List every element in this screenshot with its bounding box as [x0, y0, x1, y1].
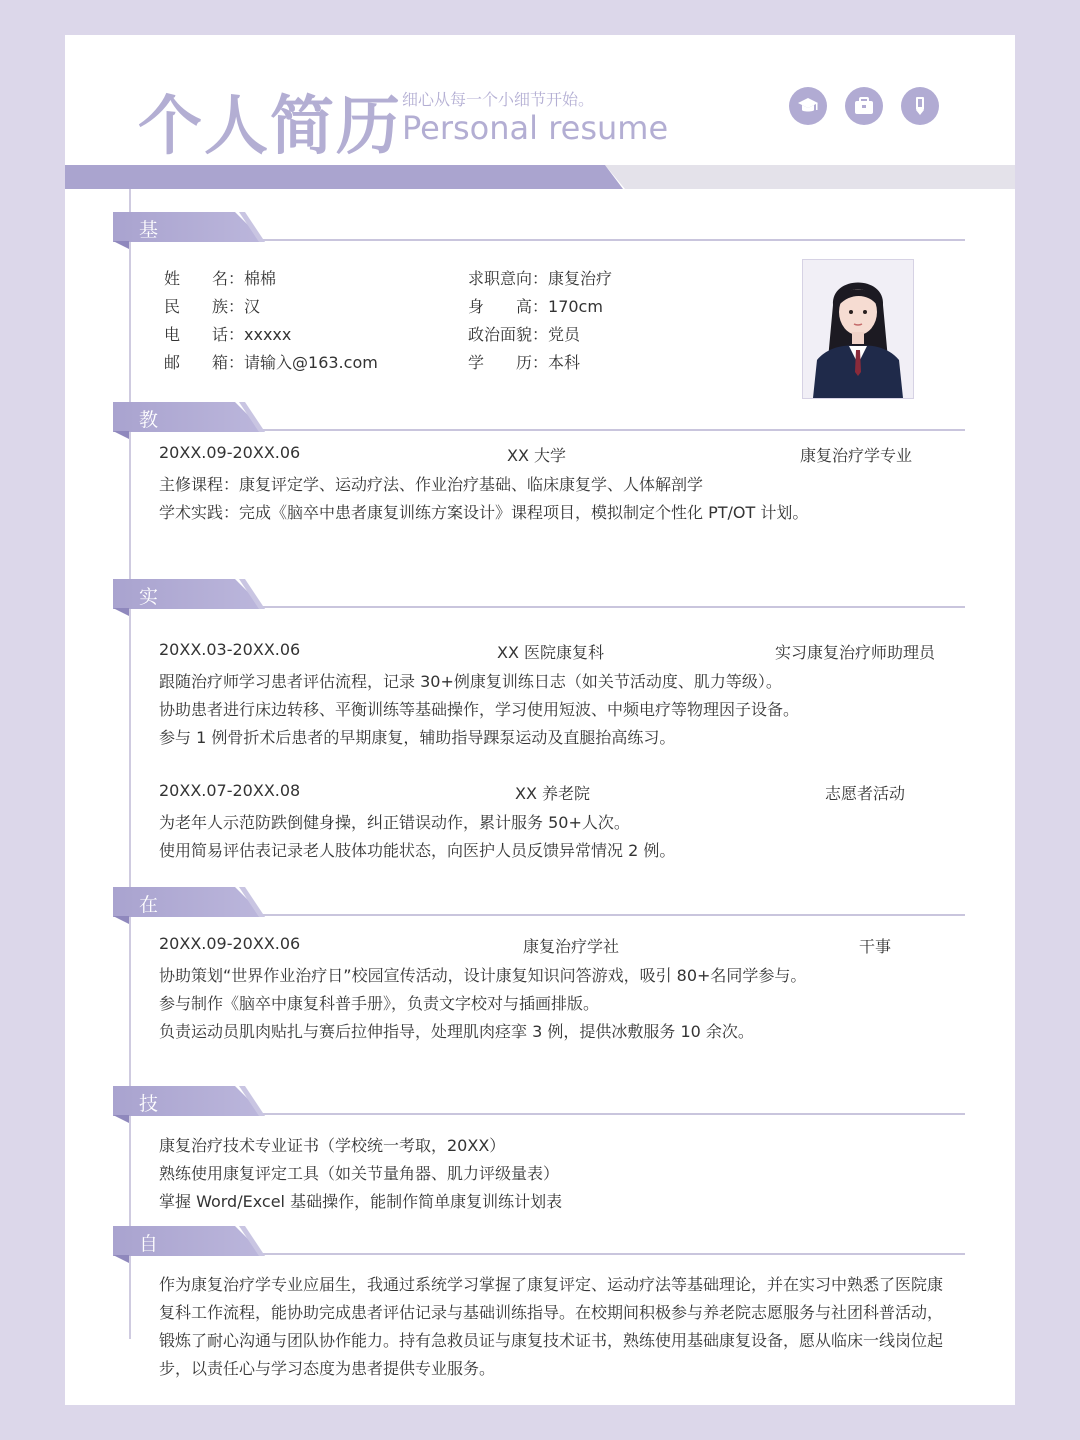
intern-line: 参与 1 例骨折术后患者的早期康复，辅助指导踝泵运动及直腿抬高练习。	[159, 728, 676, 747]
section-title: 实习经历	[139, 586, 159, 689]
resume-title-en: Personal resume	[402, 109, 669, 147]
intern-org: XX 医院康复科	[497, 643, 605, 662]
edu-practice: 学术实践：完成《脑卒中患者康复训练方案设计》课程项目，模拟制定个性化 PT/OT 计划。	[159, 503, 809, 522]
info-name: 姓 名：棉棉	[164, 269, 277, 288]
campus-line: 负责运动员肌肉贴扎与赛后拉伸指导，处理肌肉痉挛 3 例，提供冰敷服务 10 余次。	[159, 1022, 754, 1041]
intern-line: 协助患者进行床边转移、平衡训练等基础操作，学习使用短波、中频电疗等物理因子设备。	[159, 700, 800, 719]
intern-date: 20XX.03-20XX.06	[159, 640, 301, 659]
header-band	[65, 165, 1015, 189]
campus-role: 干事	[859, 937, 892, 956]
campus-line: 协助策划“世界作业治疗日”校园宣传活动，设计康复知识问答游戏，吸引 80+名同学参与。	[159, 966, 807, 985]
volunteer-org: XX 养老院	[515, 784, 591, 803]
section-title: 教育背景	[139, 409, 159, 512]
info-phone: 电 话：xxxxx	[164, 325, 292, 344]
info-height: 身 高：170cm	[468, 297, 603, 316]
info-political: 政治面貌：党员	[468, 325, 581, 344]
volunteer-line: 使用简易评估表记录老人肢体功能状态，向医护人员反馈异常情况 2 例。	[159, 841, 676, 860]
self-eval-text: 作为康复治疗学专业应届生，我通过系统学习掌握了康复评定、运动疗法等基础理论，并在实习中熟悉了医院康复科工作流程，能协助完成患者评估记录与基础训练指导。在校期间积极参与养老院志愿服务与社团科普活动，锻炼了耐心沟通与团队协作能力。持有急救员证与康复技术证书，熟练使用基础康复设备，愿从临床一线岗位起步，以责任心与学习态度为患者提供专业服务。	[159, 1275, 944, 1378]
edu-school: XX 大学	[507, 446, 567, 465]
resume-page	[65, 35, 1015, 1405]
skill-line: 掌握 Word/Excel 基础操作，能制作简单康复训练计划表	[159, 1192, 563, 1211]
intern-role: 实习康复治疗师助理员	[775, 643, 936, 662]
campus-org: 康复治疗学社	[523, 937, 620, 956]
campus-line: 参与制作《脑卒中康复科普手册》，负责文字校对与插画排版。	[159, 994, 600, 1013]
volunteer-date: 20XX.07-20XX.08	[159, 781, 301, 800]
section-title: 在校经历	[139, 894, 159, 997]
skill-line: 康复治疗技术专业证书（学校统一考取，20XX）	[159, 1136, 506, 1155]
resume-slogan: 细心从每一个小细节开始。	[402, 90, 595, 109]
graduation-cap-icon	[789, 87, 827, 125]
info-degree: 学 历：本科	[468, 353, 581, 372]
pen-icon	[901, 87, 939, 125]
section-title: 基本信息	[139, 219, 159, 322]
section-title: 技能证书	[139, 1093, 159, 1196]
resume-title: 个人简历	[138, 90, 402, 164]
campus-date: 20XX.09-20XX.06	[159, 934, 301, 953]
edu-date: 20XX.09-20XX.06	[159, 443, 301, 462]
intern-line: 跟随治疗师学习患者评估流程，记录 30+例康复训练日志（如关节活动度、肌力等级）。	[159, 672, 782, 691]
profile-photo	[802, 259, 914, 399]
volunteer-line: 为老年人示范防跌倒健身操，纠正错误动作，累计服务 50+人次。	[159, 813, 630, 832]
info-job-intent: 求职意向：康复治疗	[468, 269, 613, 288]
section-title: 自我评价	[139, 1233, 159, 1336]
edu-major: 康复治疗学专业	[800, 446, 913, 465]
edu-courses: 主修课程：康复评定学、运动疗法、作业治疗基础、临床康复学、人体解剖学	[159, 475, 704, 494]
skill-line: 熟练使用康复评定工具（如关节量角器、肌力评级量表）	[159, 1164, 560, 1183]
timeline-line	[129, 189, 131, 1339]
volunteer-role: 志愿者活动	[825, 784, 906, 803]
info-email: 邮 箱：请输入@163.com	[164, 353, 378, 372]
info-ethnicity: 民 族：汉	[164, 297, 261, 316]
briefcase-icon	[845, 87, 883, 125]
